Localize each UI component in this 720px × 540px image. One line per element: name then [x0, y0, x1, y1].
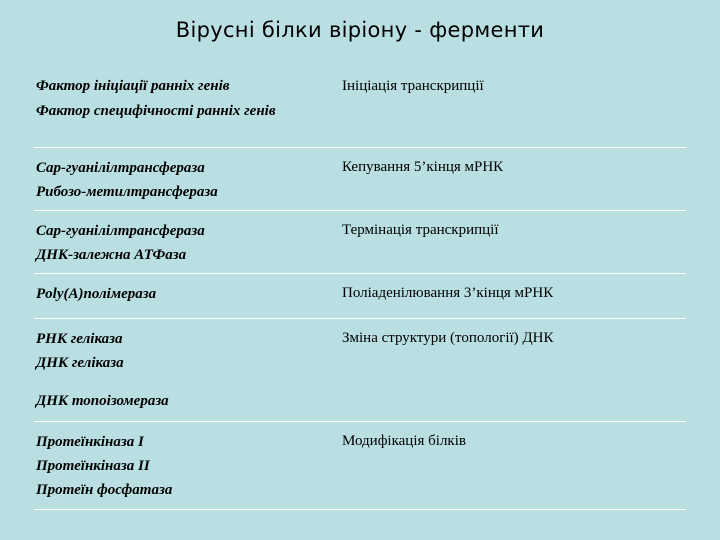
- enzyme-name: Протеїн фосфатаза: [36, 482, 173, 498]
- table-row: [34, 211, 686, 274]
- enzyme-table: [34, 68, 686, 510]
- enzyme-cell: [34, 68, 338, 147]
- enzyme-name: Протеїнкіназа І: [36, 434, 144, 450]
- enzyme-cell: [34, 274, 338, 318]
- enzyme-name: ДНК топоізомераза: [36, 393, 169, 409]
- enzyme-cell: [34, 211, 338, 273]
- enzyme-name: РНК геліказа: [36, 331, 123, 347]
- table-row: [34, 148, 686, 211]
- enzyme-name: Протеїнкіназа ІІ: [36, 458, 150, 474]
- table-row: [34, 274, 686, 319]
- enzyme-name: Cap-гуанілілтрансфераза: [36, 223, 205, 239]
- enzyme-name: Poly(A)полімераза: [36, 286, 157, 302]
- function-cell: Термінація транскрипції: [342, 222, 499, 238]
- function-cell: Модифікація білків: [342, 433, 466, 449]
- table-row: [34, 319, 686, 422]
- slide-title: Вірусні білки віріону - ферменти: [175, 18, 545, 42]
- enzyme-name: Cap-гуанілілтрансфераза: [36, 160, 205, 176]
- enzyme-name: Рибозо-метилтрансфераза: [36, 184, 218, 200]
- enzyme-name: ДНК геліказа: [36, 355, 124, 371]
- enzyme-name: ДНК-залежна АТФаза: [36, 247, 187, 263]
- enzyme-cell: [34, 148, 338, 210]
- function-cell: Поліаденілювання 3’кінця мРНК: [342, 285, 554, 301]
- enzyme-name: Фактор ініціації ранніх генів: [36, 78, 230, 94]
- function-cell: Зміна структури (топології) ДНК: [342, 330, 554, 346]
- table-row: [34, 422, 686, 510]
- table-row: [34, 68, 686, 148]
- function-cell: Ініціація транскрипції: [342, 78, 484, 94]
- enzyme-cell: [34, 319, 338, 421]
- enzyme-name: Фактор специфічності ранніх генів: [36, 103, 276, 119]
- function-cell: Кепування 5’кінця мРНК: [342, 159, 504, 175]
- enzyme-cell: [34, 422, 338, 509]
